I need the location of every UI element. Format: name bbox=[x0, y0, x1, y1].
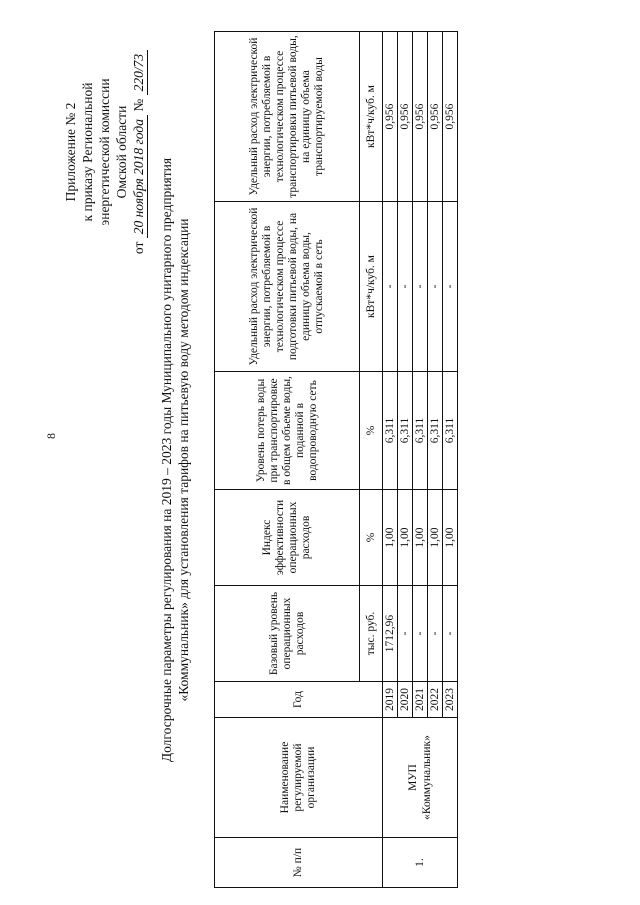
cell-energy-transport: 0,956 bbox=[383, 32, 398, 202]
row-number: 1. bbox=[383, 838, 458, 888]
title-line-1: Долгосрочные параметры регулирования на 2019 – 2023 годы Муниципального унитарного предприятия bbox=[159, 157, 174, 763]
cell-base: - bbox=[398, 586, 413, 682]
cell-loss: 6,311 bbox=[428, 372, 443, 490]
appendix-date-prefix: от bbox=[131, 241, 146, 255]
cell-energy-prep: - bbox=[398, 202, 413, 372]
cell-base: 1712,96 bbox=[383, 586, 398, 682]
appendix-date-line bbox=[130, 34, 148, 270]
cell-loss: 6,311 bbox=[413, 372, 428, 490]
cell-energy-transport: 0,956 bbox=[443, 32, 458, 202]
document-sheet bbox=[60, 30, 620, 890]
appendix-number-label: № bbox=[131, 98, 146, 112]
cell-energy-prep: - bbox=[428, 202, 443, 372]
document-title bbox=[158, 30, 192, 890]
table-row bbox=[383, 32, 398, 888]
page-number: 8 bbox=[44, 433, 58, 439]
header-year: Год bbox=[215, 682, 383, 718]
header-loss: Уровень потерь воды при транспортировке в общем объеме воды, поданной в водопроводную сеть bbox=[215, 372, 360, 490]
header-base: Базовый уровень операционных расходов bbox=[215, 586, 360, 682]
header-index: Индекс эффективности операционных расходов bbox=[215, 490, 360, 586]
cell-index: 1,00 bbox=[443, 490, 458, 586]
org-name: МУП «Коммунальник» bbox=[383, 718, 458, 838]
appendix-number: 220/73 bbox=[130, 50, 148, 96]
parameters-table bbox=[214, 31, 458, 888]
cell-energy-prep: - bbox=[443, 202, 458, 372]
cell-loss: 6,311 bbox=[398, 372, 413, 490]
appendix-date: 20 ноября 2018 года bbox=[130, 115, 148, 238]
cell-loss: 6,311 bbox=[443, 372, 458, 490]
unit-energy-prep: кВт*ч/куб. м bbox=[360, 202, 383, 372]
cell-year: 2023 bbox=[443, 682, 458, 718]
appendix-commission-line: энергетической комиссии bbox=[97, 78, 112, 226]
cell-year: 2022 bbox=[428, 682, 443, 718]
cell-index: 1,00 bbox=[413, 490, 428, 586]
cell-year: 2020 bbox=[398, 682, 413, 718]
header-energy-prep: Удельный расход электрической энергии, потребляемой в технологическом процессе подготовки питьевой воды, на единицу объема воды, отпускаемой в сеть bbox=[215, 202, 360, 372]
appendix-region-line: Омской области bbox=[114, 105, 129, 199]
header-num: № п/п bbox=[215, 838, 383, 888]
cell-base: - bbox=[443, 586, 458, 682]
cell-year: 2021 bbox=[413, 682, 428, 718]
cell-energy-prep: - bbox=[413, 202, 428, 372]
cell-index: 1,00 bbox=[428, 490, 443, 586]
cell-index: 1,00 bbox=[383, 490, 398, 586]
unit-index: % bbox=[360, 490, 383, 586]
cell-energy-transport: 0,956 bbox=[413, 32, 428, 202]
header-energy-transport: Удельный расход электрической энергии, потребляемой в технологическом процессе транспортировки питьевой воды, на единицу объема транспортируемой воды bbox=[215, 32, 360, 202]
unit-loss: % bbox=[360, 372, 383, 490]
unit-energy-transport: кВт*ч/куб. м bbox=[360, 32, 383, 202]
unit-base: тыс. руб. bbox=[360, 586, 383, 682]
header-org: Наименование регулируемой организации bbox=[215, 718, 383, 838]
cell-loss: 6,311 bbox=[383, 372, 398, 490]
appendix-order-line: к приказу Региональной bbox=[80, 82, 95, 222]
appendix-title: Приложение № 2 bbox=[63, 102, 78, 202]
cell-index: 1,00 bbox=[398, 490, 413, 586]
title-line-2: «Коммунальник» для установления тарифов на питьевую воду методом индексации bbox=[176, 218, 191, 702]
cell-base: - bbox=[413, 586, 428, 682]
cell-base: - bbox=[428, 586, 443, 682]
appendix-block bbox=[62, 34, 148, 270]
cell-energy-transport: 0,956 bbox=[428, 32, 443, 202]
cell-energy-prep: - bbox=[383, 202, 398, 372]
cell-energy-transport: 0,956 bbox=[398, 32, 413, 202]
cell-year: 2019 bbox=[383, 682, 398, 718]
